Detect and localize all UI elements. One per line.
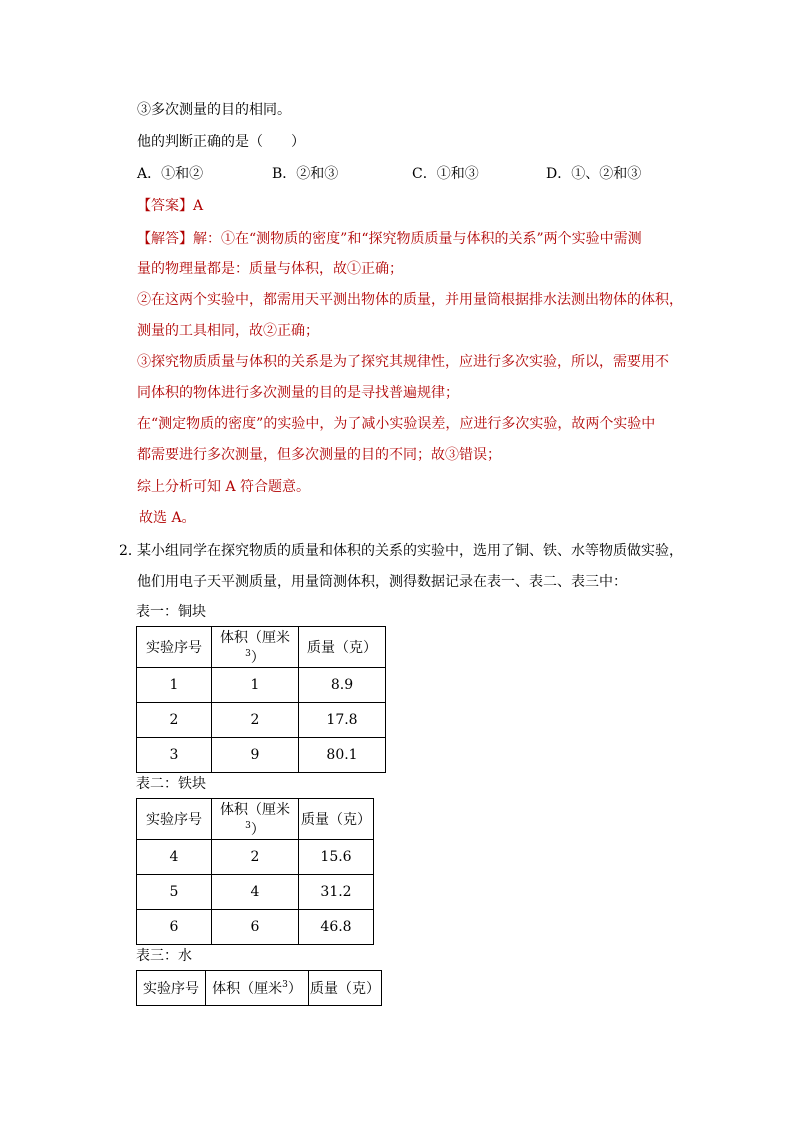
- table-cell: 31.2: [299, 875, 374, 910]
- table-header-row: [137, 799, 374, 840]
- table-cell: 4: [212, 875, 299, 910]
- header-cell: [206, 971, 309, 1006]
- table-cell: 80.1: [299, 738, 386, 773]
- header-close: ）: [287, 981, 302, 997]
- header-cell: 实验序号: [137, 799, 212, 840]
- answer-tag: 【答案】: [137, 198, 193, 214]
- table-cell: 1: [212, 668, 299, 703]
- header-cell: [212, 627, 299, 668]
- header-cell: 质量（克）: [309, 971, 382, 1006]
- solution-line-2: 量的物理量都是：质量与体积，故①正确；: [137, 261, 403, 277]
- header-text: 体积（厘米: [212, 981, 283, 997]
- solution-line-3: ②在这两个实验中，都需用天平测出物体的质量，并用量筒根据排水法测出物体的体积，: [137, 292, 683, 308]
- superscript: 3: [282, 980, 288, 990]
- option-c: C．①和③: [412, 166, 479, 182]
- table-row: [137, 703, 386, 738]
- solution-line-7: 在“测定物质的密度”的实验中，为了减小实验误差，应进行多次实验，故两个实验中: [137, 416, 656, 432]
- solution-line-8: 都需要进行多次测量，但多次测量的目的不同；故③错误；: [137, 447, 501, 463]
- table-cell: 3: [137, 738, 212, 773]
- option-d: D．①、②和③: [546, 166, 642, 182]
- question-text-1: 某小组同学在探究物质的质量和体积的关系的实验中，选用了铜、铁、水等物质做实验，: [137, 543, 683, 559]
- table-cell: 6: [137, 910, 212, 945]
- table-cell: 2: [212, 703, 299, 738]
- superscript: 3: [245, 821, 251, 831]
- table2: [136, 798, 374, 945]
- superscript: 3: [245, 649, 251, 659]
- table-cell: 4: [137, 840, 212, 875]
- table-cell: 17.8: [299, 703, 386, 738]
- header-cell: 质量（克）: [299, 627, 386, 668]
- answer-value: A: [193, 198, 204, 214]
- answer-line: [137, 196, 203, 216]
- table-cell: 46.8: [299, 910, 374, 945]
- table-row: [137, 875, 374, 910]
- header-cell: 质量（克）: [299, 799, 374, 840]
- solution-text: 解：①在“测物质的密度”和“探究物质质量与体积的关系”两个实验中需测: [193, 231, 642, 247]
- header-cell: [212, 799, 299, 840]
- table3-caption: 表三：水: [136, 948, 192, 964]
- table-cell: 8.9: [299, 668, 386, 703]
- table-cell: 1: [137, 668, 212, 703]
- table-cell: 15.6: [299, 840, 374, 875]
- table-cell: 6: [212, 910, 299, 945]
- solution-line-4: 测量的工具相同，故②正确；: [137, 323, 319, 339]
- option-a: A．①和②: [137, 166, 204, 182]
- table-header-row: [137, 627, 386, 668]
- table2-caption: 表二：铁块: [136, 776, 206, 792]
- solution-line-10: 故选 A。: [139, 510, 196, 526]
- solution-tag: 【解答】: [137, 231, 193, 247]
- table1-caption: 表一：铜块: [136, 604, 206, 620]
- table1: [136, 626, 386, 773]
- header-text: 体积（厘米: [220, 802, 290, 818]
- solution-line-6: 同体积的物体进行多次测量的目的是寻找普遍规律；: [137, 385, 459, 401]
- header-close: ）: [250, 822, 265, 838]
- table-row: [137, 840, 374, 875]
- statement-3: ③多次测量的目的相同。: [137, 102, 291, 118]
- question-text-2: 他们用电子天平测质量，用量筒测体积，测得数据记录在表一、表二、表三中：: [137, 574, 627, 590]
- table-cell: 5: [137, 875, 212, 910]
- table-cell: 2: [137, 703, 212, 738]
- solution-line-1: [137, 229, 642, 249]
- header-cell: 实验序号: [137, 627, 212, 668]
- table-row: [137, 910, 374, 945]
- table-cell: 9: [212, 738, 299, 773]
- header-cell: 实验序号: [137, 971, 206, 1006]
- question-prompt: 他的判断正确的是（ ）: [137, 134, 305, 150]
- table3: [136, 970, 382, 1006]
- question-number: 2．: [119, 543, 142, 559]
- solution-line-9: 综上分析可知 A 符合题意。: [137, 479, 311, 495]
- table-cell: 2: [212, 840, 299, 875]
- header-text: 体积（厘米: [220, 630, 290, 646]
- option-b: B．②和③: [272, 166, 339, 182]
- table-row: [137, 668, 386, 703]
- header-close: ）: [250, 650, 265, 666]
- solution-line-5: ③探究物质质量与体积的关系是为了探究其规律性，应进行多次实验，所以，需要用不: [137, 354, 669, 370]
- table-header-row: [137, 971, 382, 1006]
- table-row: [137, 738, 386, 773]
